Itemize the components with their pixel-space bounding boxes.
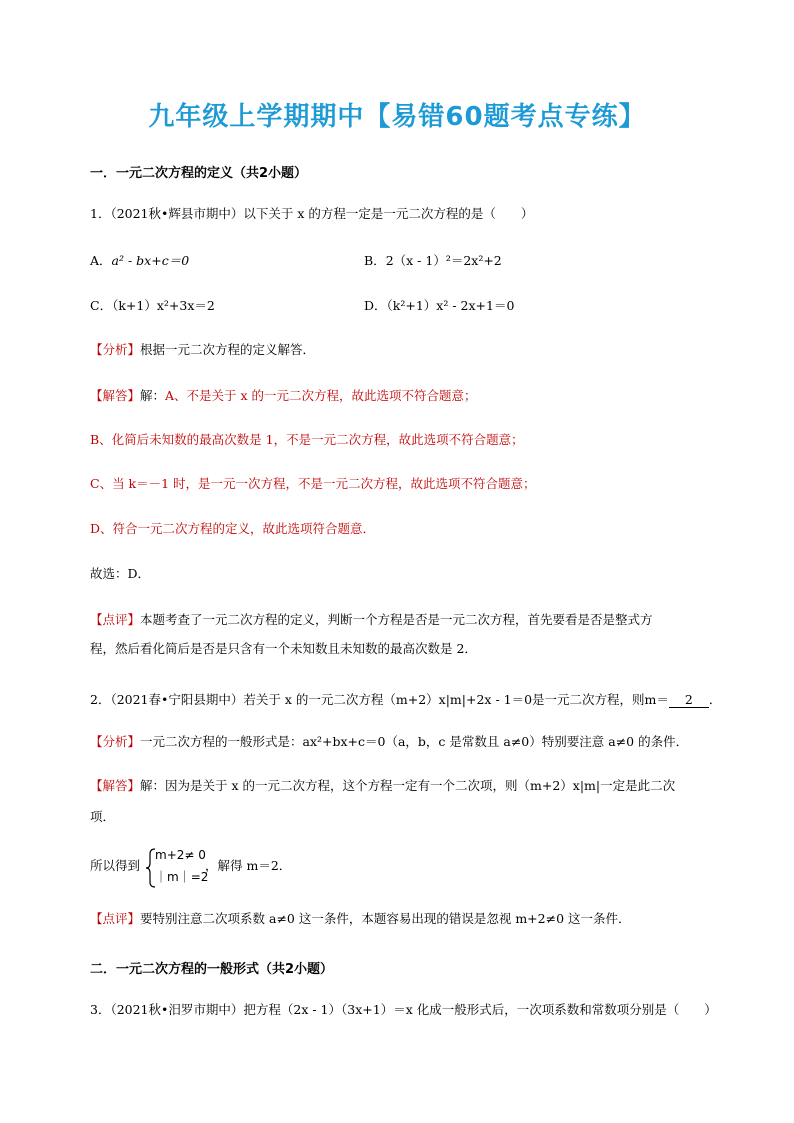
q1-comment-tag: 【点评】	[90, 612, 141, 627]
question-2-stem	[90, 690, 721, 708]
q2-comment-tag: 【点评】	[90, 911, 141, 926]
q2-stem-end: ．	[708, 692, 722, 707]
q2-analysis	[90, 733, 688, 751]
question-3-stem: 3．（2021秋•汨罗市期中）把方程（2x - 1）（3x+1）＝x 化成一般形式后，一次项系数和常数项分别是（ ）	[90, 1002, 717, 1017]
q1-option-c	[90, 296, 215, 314]
q2-answer	[90, 777, 675, 795]
q1-answer	[90, 387, 477, 405]
q1-answer-line-b: B、化简后未知数的最高次数是 1，不是一元二次方程，故此选项不符合题意；	[90, 432, 524, 447]
q2-answer-tag: 【解答】	[90, 778, 141, 793]
q1-option-d	[364, 296, 514, 314]
q1-option-a	[90, 251, 189, 269]
q1-option-c-label: C．	[90, 298, 113, 313]
q2-answer-blank: 2	[669, 692, 709, 708]
q1-option-b-label: B．	[364, 253, 386, 268]
q2-answer-line2: 项．	[90, 809, 116, 824]
q1-comment-line2: 程，然后看化简后是否是只含有一个未知数且未知数的最高次数是 2．	[90, 641, 477, 656]
q1-analysis	[90, 341, 315, 359]
q2-comment	[90, 910, 631, 928]
q1-comment-line1: 本题考查了一元二次方程的定义，判断一个方程是否是一元二次方程，首先要看是否是整式方	[140, 612, 653, 627]
q2-system-row2: ｜m｜=2	[155, 870, 209, 884]
q1-analysis-tag: 【分析】	[90, 342, 141, 357]
q1-option-d-label: D．	[364, 298, 387, 313]
q2-comment-text: 要特别注意二次项系数 a≠0 这一条件，本题容易出现的错误是忽视 m+2≠0 这一条件．	[140, 911, 631, 926]
q1-answer-line-c: C、当 k＝－1 时，是一元一次方程，不是一元二次方程，故此选项不符合题意；	[90, 476, 536, 491]
q2-system-suffix: ，解得 m＝2．	[205, 858, 292, 873]
q1-answer-tag: 【解答】	[90, 388, 141, 403]
q1-option-c-text: （k+1）x²+3x＝2	[112, 298, 215, 313]
q1-option-a-label: A．	[90, 253, 112, 268]
q2-system-row1: m+2≠ 0	[155, 848, 206, 862]
q2-system-prefix: 所以得到	[90, 858, 141, 873]
q1-choice: 故选：D．	[90, 566, 151, 581]
q1-answer-line-a: A、不是关于 x 的一元二次方程，故此选项不符合题意；	[165, 388, 477, 403]
q1-comment	[90, 611, 653, 629]
section-heading-2: 二．一元二次方程的一般形式（共2小题）	[90, 962, 334, 977]
q2-answer-line1: 解：因为是关于 x 的一元二次方程，这个方程一定有一个二次项，则（m+2）x|m|一定是此二次	[140, 778, 676, 793]
q1-analysis-text: 根据一元二次方程的定义解答．	[140, 342, 316, 357]
q2-analysis-tag: 【分析】	[90, 734, 141, 749]
page-title: 九年级上学期期中【易错60题考点专练】	[148, 102, 646, 132]
q1-option-d-text: （k²+1）x² - 2x+1＝0	[386, 298, 515, 313]
question-1-stem: 1．（2021秋•辉县市期中）以下关于 x 的方程一定是一元二次方程的是（ ）	[90, 206, 534, 221]
q1-answer-line-d: D、符合一元二次方程的定义，故此选项符合题意．	[90, 521, 376, 536]
q2-stem-text: 2．（2021春•宁阳县期中）若关于 x 的一元二次方程（m+2）x|m|+2x - 1＝0是一元二次方程，则m＝	[90, 692, 669, 707]
q1-option-a-text: a² - bx+c＝0	[111, 253, 190, 268]
q2-analysis-text: 一元二次方程的一般形式是：ax²+bx+c＝0（a，b，c 是常数且 a≠0）特别要注意 a≠0 的条件．	[140, 734, 689, 749]
q1-option-b	[364, 251, 502, 269]
q1-answer-prefix: 解：	[140, 388, 166, 403]
section-heading-1: 一．一元二次方程的定义（共2小题）	[90, 166, 308, 181]
q2-equation-system	[145, 848, 209, 884]
q1-option-b-text: 2（x - 1）²＝2x²+2	[385, 253, 502, 268]
